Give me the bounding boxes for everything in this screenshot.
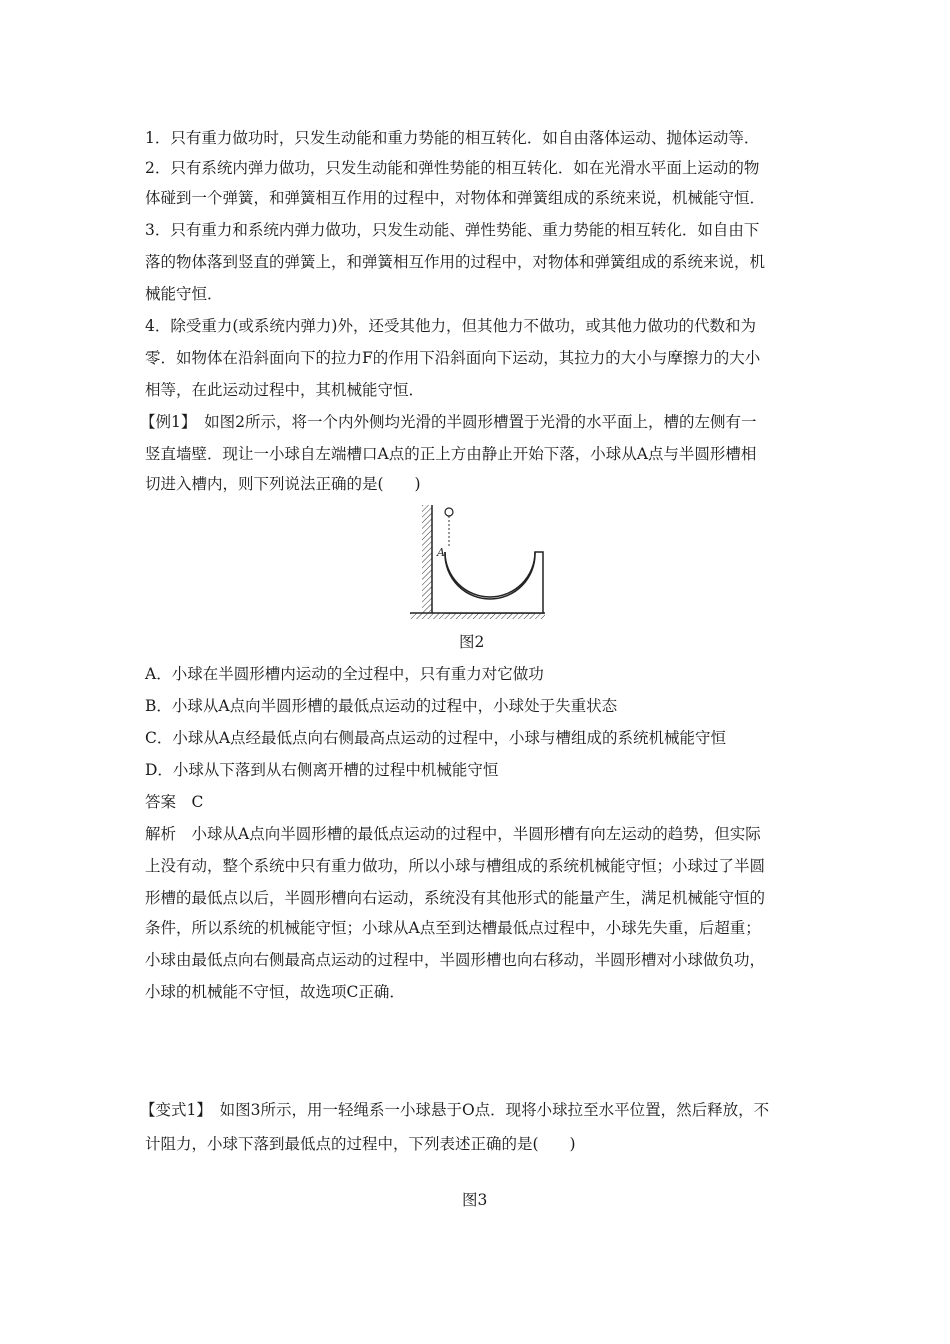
point-a-label: A <box>437 546 445 559</box>
figure-2-caption: 图2 <box>459 633 485 651</box>
paragraph-line: 切进入槽内，则下列说法正确的是( ) <box>145 475 421 493</box>
paragraph-line: 1．只有重力做功时，只发生动能和重力势能的相互转化．如自由落体运动、抛体运动等． <box>145 129 760 147</box>
paragraph-line: 4．除受重力(或系统内弹力)外，还受其他力，但其他力不做功，或其他力做功的代数和为 <box>145 317 756 335</box>
option-b: B．小球从A点向半圆形槽的最低点运动的过程中，小球处于失重状态 <box>145 697 618 715</box>
paragraph-line: 落的物体落到竖直的弹簧上，和弹簧相互作用的过程中，对物体和弹簧组成的系统来说，机 <box>145 253 766 271</box>
option-d: D．小球从下落到从右侧离开槽的过程中机械能守恒 <box>145 761 499 779</box>
wall-hatch <box>422 505 432 613</box>
variant-title-line: 【变式1】 如图3所示，用一轻绳系一小球悬于O点．现将小球拉至水平位置，然后释放，不 <box>140 1101 770 1119</box>
paragraph-line: 体碰到一个弹簧，和弹簧相互作用的过程中，对物体和弹簧组成的系统来说，机械能守恒． <box>145 189 766 207</box>
paragraph-line: 零．如物体在沿斜面向下的拉力F的作用下沿斜面向下运动，其拉力的大小与摩擦力的大小 <box>145 349 761 367</box>
analysis-line: 小球的机械能不守恒，故选项C正确． <box>145 983 405 1001</box>
analysis-line: 解析 小球从A点向半圆形槽的最低点运动的过程中，半圆形槽有向左运动的趋势，但实际 <box>145 825 761 843</box>
option-c: C．小球从A点经最低点向右侧最高点运动的过程中，小球与槽组成的系统机械能守恒 <box>145 729 727 747</box>
analysis-line: 上没有动，整个系统中只有重力做功，所以小球与槽组成的系统机械能守恒；小球过了半圆 <box>145 857 766 875</box>
variant-line: 计阻力，小球下落到最低点的过程中，下列表述正确的是( ) <box>145 1135 576 1153</box>
ground-hatch <box>410 613 545 619</box>
paragraph-line: 相等，在此运动过程中，其机械能守恒． <box>145 381 425 399</box>
option-a: A．小球在半圆形槽内运动的全过程中，只有重力对它做功 <box>145 665 544 683</box>
semicircle-trough <box>445 552 543 613</box>
paragraph-line: 2．只有系统内弹力做功，只发生动能和弹性势能的相互转化．如在光滑水平面上运动的物 <box>145 159 760 177</box>
paragraph-line: 竖直墙壁．现让一小球自左端槽口A点的正上方由静止开始下落，小球从A点与半圆形槽相 <box>145 445 757 463</box>
paragraph-line: 械能守恒． <box>145 285 223 303</box>
analysis-line: 形槽的最低点以后，半圆形槽向右运动，系统没有其他形式的能量产生，满足机械能守恒的 <box>145 889 766 907</box>
analysis-line: 条件，所以系统的机械能守恒；小球从A点至到达槽最低点过程中，小球先失重，后超重； <box>145 919 761 937</box>
analysis-line: 小球由最低点向右侧最高点运动的过程中，半圆形槽也向右移动，半圆形槽对小球做负功， <box>145 951 766 969</box>
figure-3-caption: 图3 <box>462 1191 488 1209</box>
ball <box>445 508 453 516</box>
answer: 答案 C <box>145 793 204 811</box>
paragraph-line: 3．只有重力和系统内弹力做功，只发生动能、弹性势能、重力势能的相互转化．如自由下 <box>145 221 760 239</box>
figure-2-diagram <box>405 500 545 620</box>
example-title-line: 【例1】 如图2所示，将一个内外侧均光滑的半圆形槽置于光滑的水平面上，槽的左侧有一 <box>140 413 757 431</box>
